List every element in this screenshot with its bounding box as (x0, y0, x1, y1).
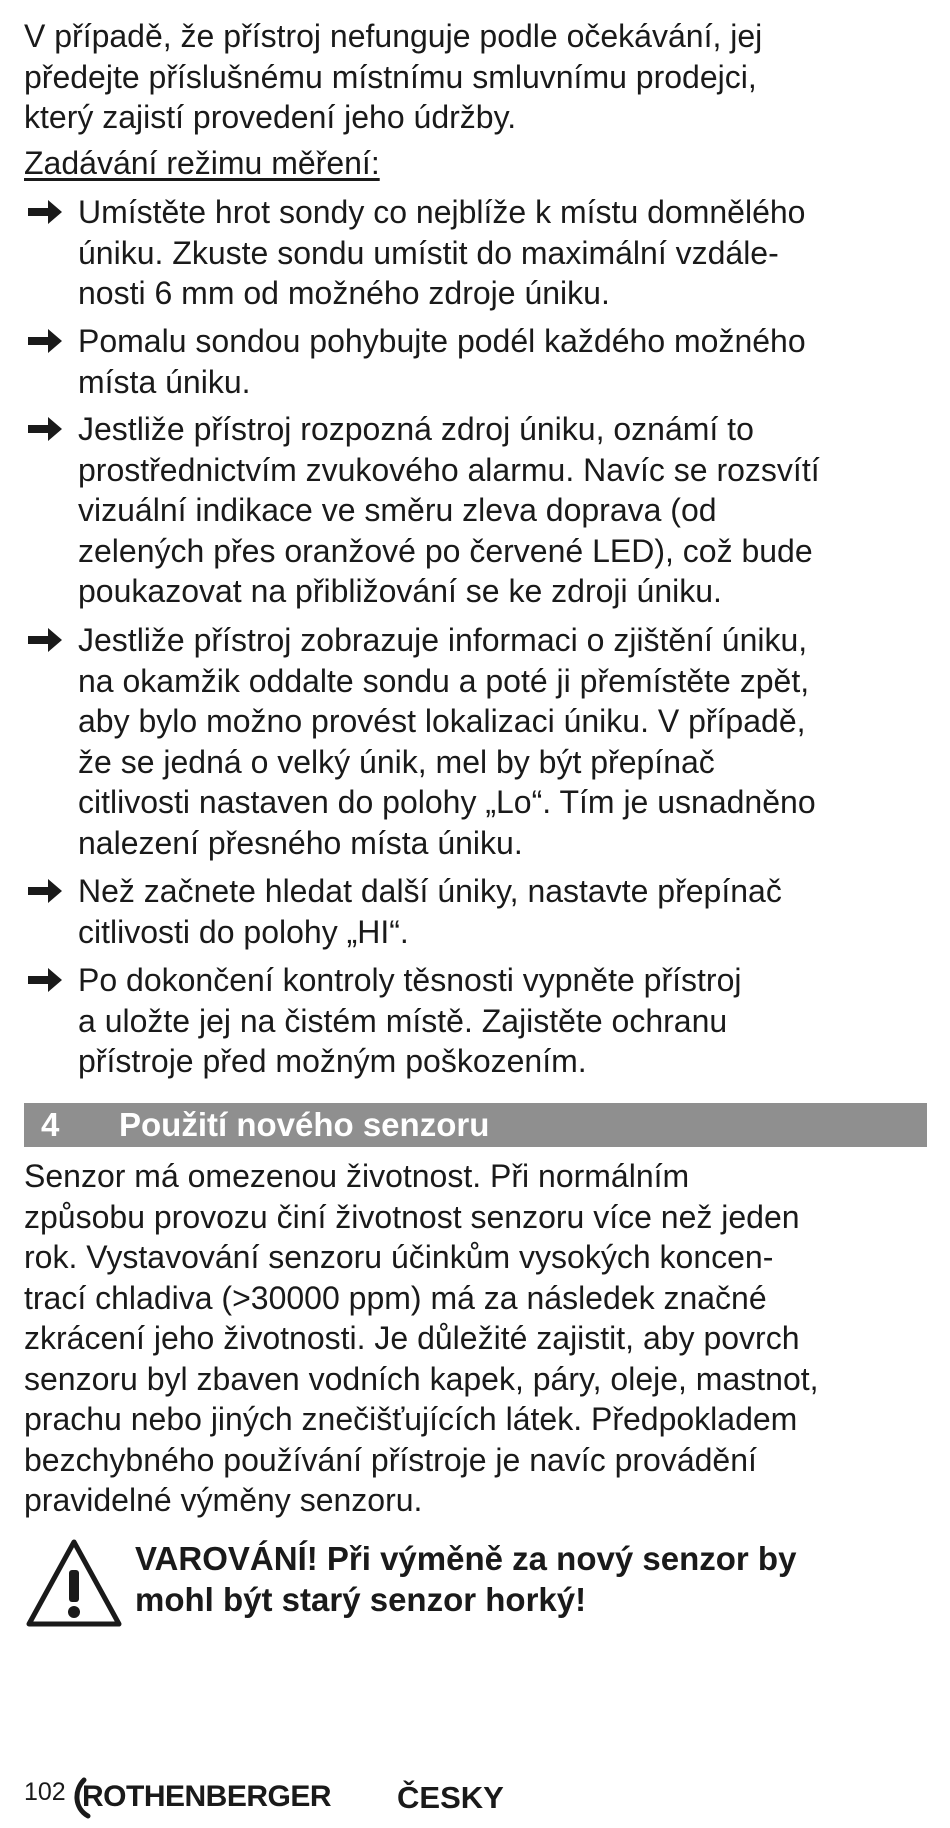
bullet-line: citlivosti do polohy „HI“. (78, 913, 409, 950)
paragraph-line: způsobu provozu činí životnost senzoru více než jeden (24, 1198, 800, 1235)
bullet-line: citlivosti nastaven do polohy „Lo“. Tím je usnadněno (78, 784, 816, 820)
bullet-line: Než začnete hledat další úniky, nastavte přepínač (78, 873, 782, 909)
arrow-right-icon (24, 960, 64, 1000)
bullet-line: přístroje před možným poškozením. (78, 1043, 587, 1079)
bullet-line: Pomalu sondou pohybujte podél každého možného (78, 323, 806, 359)
bullet-line: že se jedná o velký únik, mel by být přepínač (78, 743, 715, 780)
bullet-line: zelených přes oranžové po červené LED), což bude (78, 532, 813, 569)
paragraph-line: trací chladiva (>30000 ppm) má za následek značné (24, 1279, 767, 1316)
bullet-line: prostřednictvím zvukového alarmu. Navíc se rozsvítí (78, 451, 820, 488)
arrow-right-icon (24, 192, 64, 232)
intro-paragraph (24, 16, 924, 138)
arrow-right-icon (24, 409, 64, 449)
paragraph-line: rok. Vystavování senzoru účinkům vysokých koncen- (24, 1239, 774, 1275)
arrow-right-icon (24, 620, 64, 660)
section-number: 4 (41, 1106, 60, 1143)
bullet-line: na okamžik oddalte sondu a poté ji přemístěte zpět, (78, 662, 810, 699)
bullet-line: aby bylo možno provést lokalizaci úniku. V případě, (78, 703, 806, 739)
bullet-text (78, 960, 938, 1082)
bullet-line: vizuální indikace ve směru zleva doprava (od (78, 492, 717, 528)
bullet-line: Jestliže přístroj zobrazuje informaci o zjištění úniku, (78, 622, 808, 658)
bullet-line: Po dokončení kontroly těsnosti vypněte přístroj (78, 962, 742, 998)
bullet-text (78, 409, 938, 612)
intro-line: V případě, že přístroj nefunguje podle očekávání, jej (24, 18, 763, 54)
bullet-line: nalezení přesného místa úniku. (78, 824, 523, 861)
paragraph-line: bezchybného používání přístroje je navíc provádění (24, 1441, 757, 1478)
arrow-right-icon (24, 871, 64, 911)
section-header (24, 1103, 927, 1147)
intro-line: předejte příslušnému místnímu smluvnímu prodejci, (24, 58, 757, 95)
bullet-line: místa úniku. (78, 363, 251, 400)
bullet-line: poukazovat na přibližování se ke zdroji úniku. (78, 573, 722, 609)
paragraph-line: zkrácení jeho životnosti. Je důležité zajistit, aby povrch (24, 1320, 800, 1356)
paragraph-line: pravidelné výměny senzoru. (24, 1482, 423, 1518)
page-footer (24, 1770, 724, 1820)
warning-triangle-icon (24, 1536, 124, 1630)
arrow-right-icon (24, 321, 64, 361)
page-number: 102 (24, 1778, 66, 1806)
intro-line: který zajistí provedení jeho údržby. (24, 99, 517, 135)
bullet-line: úniku. Zkuste sondu umístit do maximální vzdále- (78, 234, 779, 271)
paragraph-line: prachu nebo jiných znečišťujících látek. Předpokladem (24, 1401, 798, 1437)
bullet-line: a uložte jej na čistém místě. Zajistěte ochranu (78, 1002, 728, 1039)
brand-name: ROTHENBERGER (82, 1780, 332, 1813)
warning-text (135, 1538, 796, 1620)
warning-line: mohl být starý senzor horký! (135, 1581, 587, 1618)
section-title: Použití nového senzoru (119, 1106, 490, 1143)
bullet-text (78, 871, 938, 952)
paragraph-line: Senzor má omezenou životnost. Při normálním (24, 1158, 690, 1194)
warning-line: VAROVÁNÍ! Při výměně za nový senzor by (135, 1540, 797, 1577)
bullet-line: Umístěte hrot sondy co nejblíže k místu domnělého (78, 194, 806, 230)
paragraph-line: senzoru byl zbaven vodních kapek, páry, oleje, mastnot, (24, 1360, 819, 1397)
section-paragraph (24, 1156, 924, 1521)
bullet-line: nosti 6 mm od možného zdroje úniku. (78, 275, 610, 311)
measurement-heading-block (24, 143, 924, 184)
bullet-line: Jestliže přístroj rozpozná zdroj úniku, oznámí to (78, 411, 754, 447)
bullet-text (78, 620, 938, 863)
language-label: ČESKY (397, 1780, 504, 1815)
measurement-heading: Zadávání režimu měření: (24, 145, 380, 181)
bullet-text (78, 192, 938, 314)
bullet-text (78, 321, 938, 402)
